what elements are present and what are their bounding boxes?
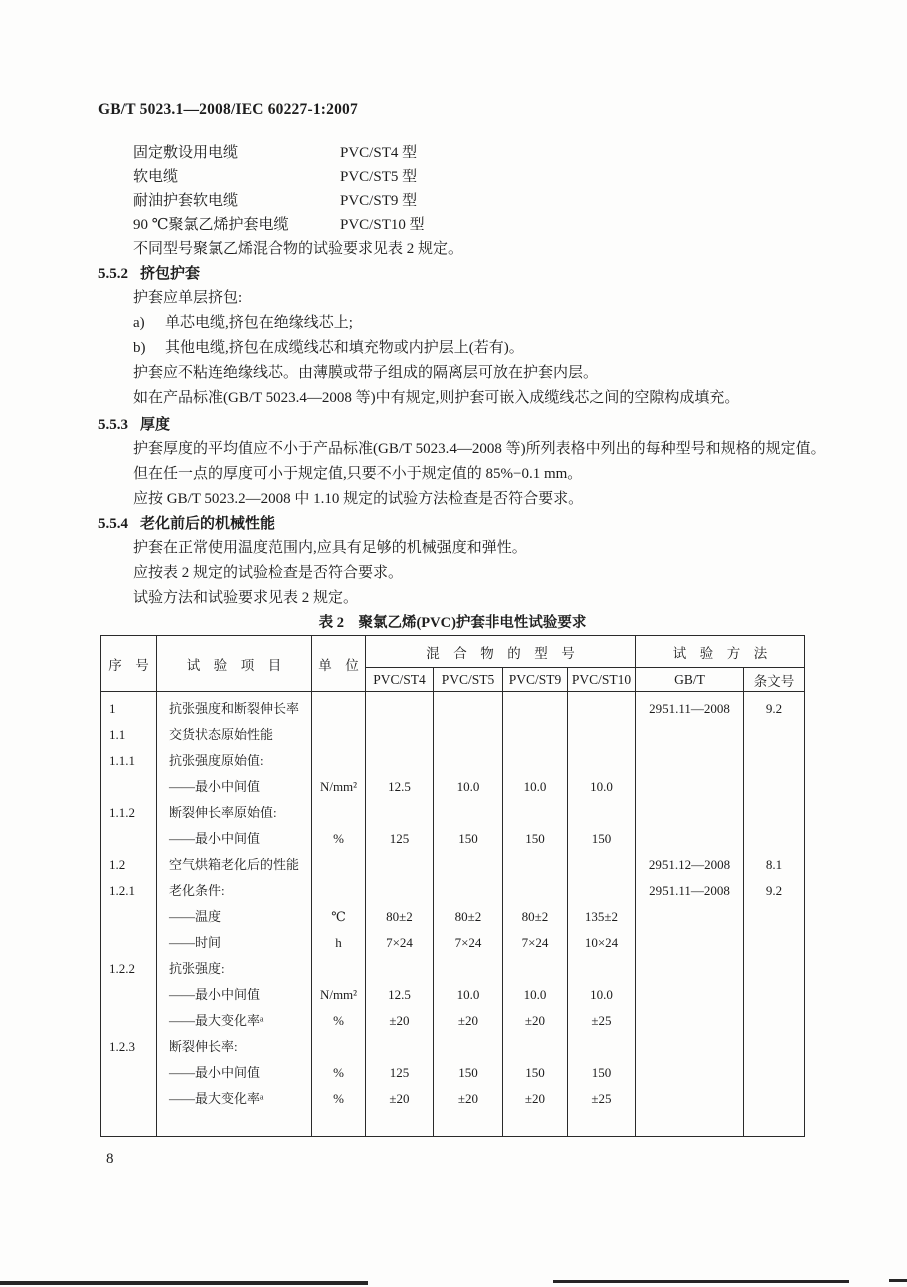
table-cell-line: 1.1.2: [109, 805, 135, 820]
section-title: 厚度: [140, 417, 171, 433]
table-cell-line: 抗张强度原始值:: [169, 753, 264, 768]
page-content: [98, 100, 846, 1169]
cable-type-value: PVC/ST5 型: [340, 169, 418, 185]
table-cell-line: 1.2.2: [109, 961, 135, 976]
section-number: 5.5.3: [98, 417, 128, 433]
table-cell-line: [744, 956, 804, 982]
table-cell-line: 12.5: [388, 779, 411, 794]
table-cell-line: 80±2: [386, 909, 413, 924]
paragraph: 如在产品标准(GB/T 5023.4—2008 等)中有规定,则护套可嵌入成缆线芯之间的空隙构成填充。: [133, 390, 740, 406]
table-cell-line: 空气烘箱老化后的性能: [169, 857, 300, 872]
list-text: 单芯电缆,挤包在绝缘线芯上;: [165, 315, 353, 331]
table-cell-line: [744, 722, 804, 748]
table-cell-line: ℃: [331, 909, 346, 924]
cable-label: 90 ℃聚氯乙烯护套电缆: [133, 217, 289, 233]
table-cell-line: [636, 1008, 743, 1034]
paragraph: 试验方法和试验要求见表 2 规定。: [133, 590, 359, 606]
table-cell-line: 1.1: [109, 727, 126, 742]
table-cell-line: [434, 800, 502, 826]
table-cell-line: [744, 982, 804, 1008]
table-cell-line: ±20: [524, 1091, 546, 1106]
list-marker: a): [133, 315, 145, 331]
table-cell-line: [744, 748, 804, 774]
table-cell-line: [312, 878, 365, 904]
cable-type-value: PVC/ST10 型: [340, 217, 425, 233]
table-cell-line: 150: [458, 831, 478, 846]
cable-label: 耐油护套软电缆: [133, 193, 239, 209]
table-cell-line: h: [335, 935, 342, 950]
table-cell-line: [744, 1034, 804, 1060]
group-header-test-method: 试 验 方 法: [636, 636, 805, 668]
table-cell-line: 1.1.1: [109, 753, 135, 768]
col-header-pvc-st5: PVC/ST5: [434, 668, 503, 692]
table-cell-line: 80±2: [521, 909, 549, 924]
table-cell-line: [312, 1034, 365, 1060]
table-cell-line: [434, 696, 502, 722]
paragraph: 但在任一点的厚度可小于规定值,只要不小于规定值的 85%−0.1 mm。: [133, 466, 583, 482]
table-cell-line: [434, 1034, 502, 1060]
table-cell-line: ±25: [591, 1091, 612, 1106]
table-cell-line: ——时间: [169, 935, 222, 950]
list-item-b: [98, 336, 846, 361]
table-cell-line: 125: [389, 831, 410, 846]
table-cell-line: 150: [525, 831, 545, 846]
table-cell-line: [101, 930, 156, 956]
table-cell-line: [744, 1060, 804, 1086]
list-item: [98, 189, 846, 213]
col-header-pvc-st10: PVC/ST10: [568, 668, 636, 692]
list-item: [98, 141, 846, 165]
table-cell-line: 2951.11—2008: [649, 701, 730, 716]
table-cell-line: [366, 722, 433, 748]
table-cell-line: ±25: [591, 1013, 612, 1028]
table-cell-line: 150: [458, 1065, 478, 1080]
column-pvc-st10: [568, 692, 636, 1137]
table-cell-line: 150: [525, 1065, 545, 1080]
table-cell-line: [503, 722, 567, 748]
paragraph: 护套厚度的平均值应不小于产品标准(GB/T 5023.4—2008 等)所列表格中列出的每种型号和规格的规定值。: [133, 441, 826, 457]
table-cell-line: [503, 878, 567, 904]
column-clause: [744, 692, 805, 1137]
table-cell-line: ±20: [389, 1091, 410, 1106]
table-cell-line: [744, 774, 804, 800]
table-cell-line: [568, 748, 635, 774]
table-cell-line: [312, 696, 365, 722]
list-item: [98, 165, 846, 189]
list-item: [98, 213, 846, 237]
table-cell-line: [636, 800, 743, 826]
table-cell-line: [636, 904, 743, 930]
table-cell-line: [101, 982, 156, 1008]
paragraph: 应按表 2 规定的试验检查是否符合要求。: [133, 565, 404, 581]
table-cell-line: 2951.12—2008: [648, 857, 731, 872]
table-cell-line: [503, 800, 567, 826]
table-cell-line: [366, 878, 433, 904]
table-cell-line: [366, 800, 433, 826]
table-cell-line: [636, 982, 743, 1008]
scan-edge-bar-corner: [889, 1279, 907, 1282]
table-cell-line: 7×24: [521, 935, 549, 950]
table-cell-line: [434, 878, 502, 904]
table-cell-line: ——最大变化率ᵃ: [169, 1091, 264, 1106]
table-cell-line: 10.0: [590, 987, 613, 1002]
column-pvc-st9: [503, 692, 568, 1137]
list-marker: b): [133, 340, 146, 356]
table-cell-line: [636, 1034, 743, 1060]
table-cell-line: 抗张强度:: [169, 961, 225, 976]
table-cell-line: 2951.11—2008: [649, 883, 730, 898]
table-cell-line: [434, 748, 502, 774]
column-pvc-st4: [366, 692, 434, 1137]
table-cell-line: %: [333, 1013, 344, 1028]
paragraph: 应按 GB/T 5023.2—2008 中 1.10 规定的试验方法检查是否符合要求。: [133, 491, 584, 507]
table-cell-line: 80±2: [454, 909, 482, 924]
table-cell-line: [434, 722, 502, 748]
column-pvc-st5: [434, 692, 503, 1137]
cable-type-value: PVC/ST9 型: [340, 193, 418, 209]
table-cell-line: [636, 930, 743, 956]
table-cell-line: ±20: [457, 1091, 479, 1106]
table-cell-line: 1.2: [109, 857, 126, 872]
table-cell-line: 12.5: [388, 987, 411, 1002]
col-header-clause: 条文号: [744, 668, 805, 692]
table-cell-line: [744, 826, 804, 852]
paragraph: 护套在正常使用温度范围内,应具有足够的机械强度和弹性。: [133, 540, 527, 556]
table-cell-line: 10.0: [456, 987, 480, 1002]
table-cell-line: [503, 956, 567, 982]
table-cell-line: [503, 748, 567, 774]
section-number: 5.5.4: [98, 516, 128, 532]
table-cell-line: [101, 1086, 156, 1112]
column-gbt-standard: [636, 692, 744, 1137]
paragraph: 护套应不粘连绝缘线芯。由薄膜或带子组成的隔离层可放在护套内层。: [133, 365, 599, 381]
table-cell-line: [101, 1008, 156, 1034]
table-cell-line: 150: [591, 831, 612, 846]
table-cell-line: 断裂伸长率原始值:: [169, 805, 277, 820]
table-cell-line: [366, 748, 433, 774]
table-cell-line: [101, 826, 156, 852]
table-cell-line: 7×24: [454, 935, 482, 950]
cable-label: 固定敷设用电缆: [133, 145, 239, 161]
table-cell-line: 125: [389, 1065, 410, 1080]
table-body: [101, 692, 805, 1137]
table-cell-line: ——最小中间值: [169, 831, 261, 846]
table-cell-line: ——最小中间值: [169, 779, 261, 794]
section-number: 5.5.2: [98, 266, 128, 282]
table-cell-line: 7×24: [386, 935, 413, 950]
table-cell-line: 135±2: [584, 909, 619, 924]
table-cell-line: ——温度: [169, 909, 222, 924]
table-cell-line: [366, 1034, 433, 1060]
table-2: [100, 635, 805, 1137]
table-cell-line: [744, 1086, 804, 1112]
table-cell-line: ±20: [524, 1013, 546, 1028]
table-cell-line: 9.2: [765, 883, 783, 898]
col-header-pvc-st4: PVC/ST4: [366, 668, 434, 692]
table-cell-line: [568, 878, 635, 904]
table-cell-line: [568, 722, 635, 748]
table-cell-line: [434, 956, 502, 982]
table-cell-line: N/mm²: [319, 987, 358, 1002]
table-cell-line: [568, 696, 635, 722]
table-cell-line: [636, 722, 743, 748]
table-cell-line: 10.0: [523, 779, 547, 794]
table-cell-line: [101, 774, 156, 800]
table-cell-line: [568, 956, 635, 982]
col-header-gbt: GB/T: [636, 668, 744, 692]
group-header-mixture-types: 混 合 物 的 型 号: [366, 636, 636, 668]
table-cell-line: [312, 800, 365, 826]
table-cell-line: %: [333, 1091, 344, 1106]
col-header-unit: 单 位: [312, 636, 366, 692]
table-cell-line: [636, 1060, 743, 1086]
table-cell-line: [503, 1034, 567, 1060]
table-cell-line: ±20: [389, 1013, 410, 1028]
table-cell-line: 150: [591, 1065, 612, 1080]
table-cell-line: 10×24: [584, 935, 619, 950]
cable-type-list: [98, 141, 846, 237]
table-cell-line: [744, 1008, 804, 1034]
table-cell-line: [312, 722, 365, 748]
table-cell-line: [636, 1086, 743, 1112]
table-cell-line: [312, 748, 365, 774]
column-no: [101, 692, 157, 1137]
table-cell-line: 10.0: [523, 987, 547, 1002]
column-unit: [312, 692, 366, 1137]
col-header-pvc-st9: PVC/ST9: [503, 668, 568, 692]
col-header-item: 试 验 项 目: [157, 636, 312, 692]
table-cell-line: N/mm²: [319, 779, 358, 794]
table-cell-line: 1: [109, 701, 116, 716]
intro-note: 不同型号聚氯乙烯混合物的试验要求见表 2 规定。: [133, 241, 464, 257]
table-cell-line: [101, 1060, 156, 1086]
table-cell-line: 1.2.1: [109, 883, 135, 898]
table-cell-line: 9.2: [765, 701, 783, 716]
page-number: 8: [106, 1151, 114, 1167]
table-cell-line: [366, 956, 433, 982]
scan-edge-bar-right: [553, 1280, 849, 1283]
table-cell-line: [503, 852, 567, 878]
col-header-no: 序 号: [101, 636, 157, 692]
section-heading-5-5-3: [98, 413, 846, 437]
table-cell-line: 8.1: [765, 857, 783, 872]
table-cell-line: %: [333, 831, 344, 846]
table-cell-line: [636, 774, 743, 800]
table-cell-line: [568, 1034, 635, 1060]
table-cell-line: [636, 748, 743, 774]
table-cell-line: [744, 930, 804, 956]
table-cell-line: [568, 800, 635, 826]
table-cell-line: ——最大变化率ᵃ: [169, 1013, 264, 1028]
table-cell-line: [312, 852, 365, 878]
paragraph: 护套应单层挤包:: [133, 290, 243, 306]
table-cell-line: [636, 826, 743, 852]
table-cell-line: ——最小中间值: [169, 1065, 261, 1080]
scan-edge-bar-left: [0, 1281, 368, 1285]
section-title: 老化前后的机械性能: [140, 516, 276, 532]
section-title: 挤包护套: [140, 266, 201, 282]
table-cell-line: 10.0: [456, 779, 480, 794]
table-cell-line: ±20: [457, 1013, 479, 1028]
table-cell-line: [101, 904, 156, 930]
table-cell-line: [434, 852, 502, 878]
table-caption: 表 2 聚氯乙烯(PVC)护套非电性试验要求: [318, 615, 587, 631]
column-test-item: [157, 692, 312, 1137]
section-heading-5-5-4: [98, 512, 846, 536]
cable-type-value: PVC/ST4 型: [340, 145, 418, 161]
table-cell-line: [312, 956, 365, 982]
list-text: 其他电缆,挤包在成缆线芯和填充物或内护层上(若有)。: [165, 340, 524, 356]
table-cell-line: [503, 696, 567, 722]
table-cell-line: 老化条件:: [169, 883, 225, 898]
table-cell-line: [744, 904, 804, 930]
section-heading-5-5-2: [98, 262, 846, 286]
table-cell-line: 抗张强度和断裂伸长率: [169, 701, 300, 716]
list-item-a: [98, 311, 846, 336]
table-cell-line: ——最小中间值: [169, 987, 261, 1002]
table-cell-line: 10.0: [590, 779, 613, 794]
table-cell-line: 交货状态原始性能: [169, 727, 274, 742]
standard-number-header: GB/T 5023.1—2008/IEC 60227-1:2007: [98, 101, 358, 118]
table-cell-line: 1.2.3: [109, 1039, 135, 1054]
table-cell-line: [744, 800, 804, 826]
cable-label: 软电缆: [133, 169, 179, 185]
table-cell-line: [568, 852, 635, 878]
table-cell-line: [366, 696, 433, 722]
table-cell-line: [636, 956, 743, 982]
table-cell-line: %: [333, 1065, 344, 1080]
table-cell-line: [366, 852, 433, 878]
table-cell-line: 断裂伸长率:: [169, 1039, 238, 1054]
